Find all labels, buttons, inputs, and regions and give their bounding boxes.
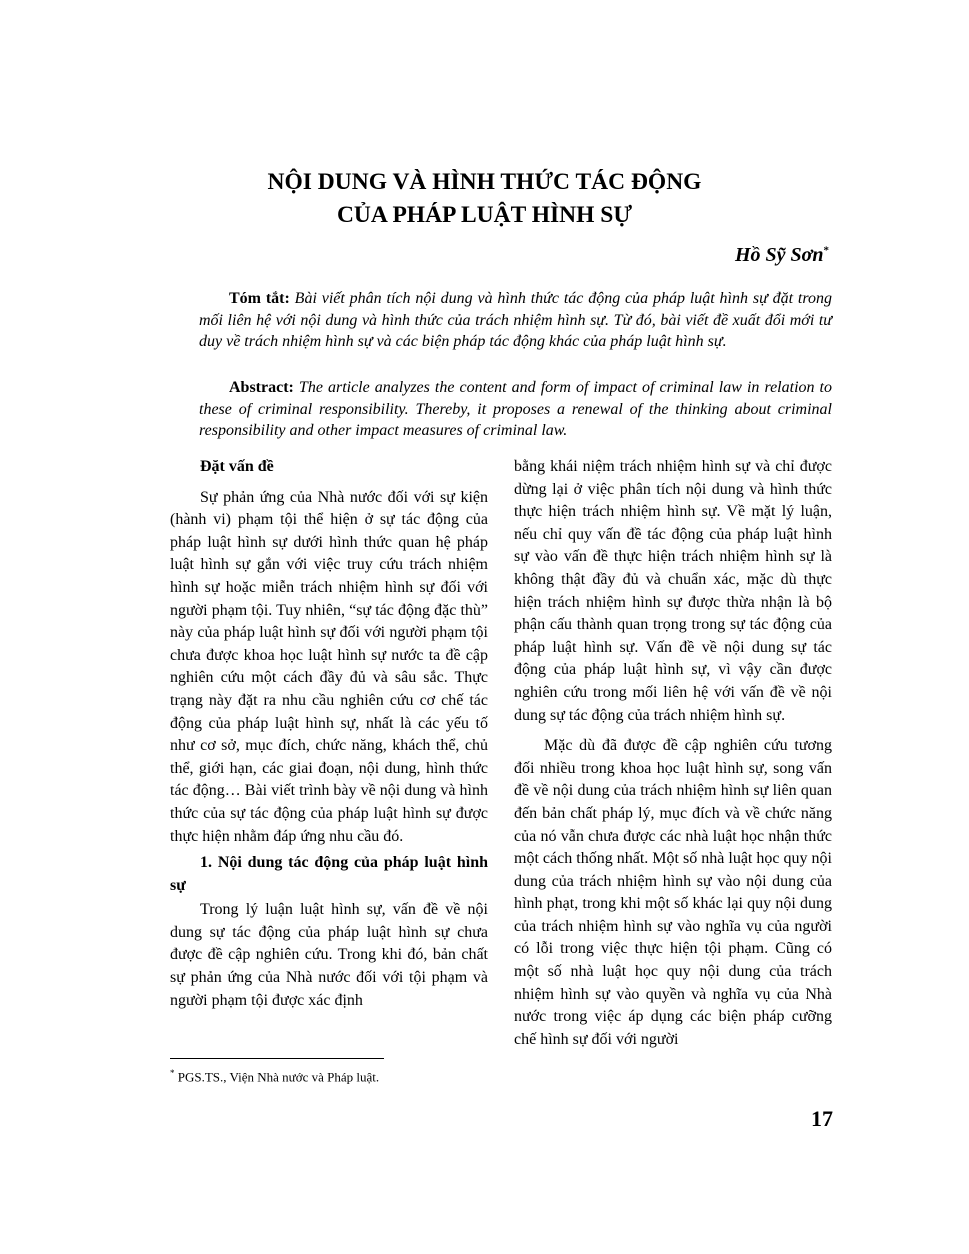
- intro-heading: Đặt vấn đề: [200, 458, 274, 475]
- article-title: [0, 166, 969, 232]
- footnote-text: PGS.TS., Viện Nhà nước và Pháp luật.: [174, 1069, 380, 1085]
- right-column: [514, 456, 832, 1051]
- summary-vi-text: Bài viết phân tích nội dung và hình thức tác động của pháp luật hình sự đặt trong mối liên hệ với nội dung và hình thức của trách nhiệm hình sự. Từ đó, bài viết đề xuất đổi mới tư duy về trách nhiệm hình sự và các biện pháp tác động khác của pháp luật hình sự.: [199, 290, 833, 350]
- title-line-1: NỘI DUNG VÀ HÌNH THỨC TÁC ĐỘNG: [267, 169, 702, 195]
- left-column: [170, 456, 488, 1012]
- abstract-english: [199, 377, 832, 442]
- section-1-heading: 1. Nội dung tác động của pháp luật hình sự: [170, 854, 488, 894]
- paragraph-2: Mặc dù đã được đề cập nghiên cứu tương đối nhiều trong khoa học luật hình sự, song vấn đề về nội dung của trách nhiệm hình sự liên quan đến bản chất pháp lý, mục đích và về chức năng của nó vẫn chưa được các nhà luật học nhận thức một cách thống nhất. Một số nhà luật học quy nội dung của trách nhiệm hình sự vào nội dung của hình phạt, trong khi một số khác lại quy nội dung của trách nhiệm hình sự vào nghĩa vụ của người có lỗi trong việc thực hiện tội phạm. Cũng có một số nhà luật học quy nội dung của trách nhiệm hình sự vào quyền và nghĩa vụ của Nhà nước trong việc áp dụng các biện pháp cưỡng chế hình sự đối với người: [514, 737, 832, 1048]
- author-footnote-mark: *: [823, 244, 829, 257]
- author-name: Hồ Sỹ Sơn: [734, 244, 824, 266]
- page-number: 17: [811, 1106, 833, 1131]
- footnote-divider: [170, 1058, 384, 1059]
- author-byline: [735, 244, 829, 267]
- title-line-2: CỦA PHÁP LUẬT HÌNH SỰ: [336, 202, 633, 228]
- summary-vietnamese: [199, 288, 832, 353]
- summary-vi-label: Tóm tắt:: [229, 290, 290, 307]
- section-1-paragraph: Trong lý luận luật hình sự, vấn đề về nội dung sự tác động của pháp luật hình sự chưa được đề cập nghiên cứu. Trong khi đó, bản chất sự phản ứng của Nhà nước đối với tội phạm và người phạm tội được xác định: [170, 901, 488, 1009]
- abstract-text: The article analyzes the content and form of impact of criminal law in relation to these of criminal responsibility. Thereby, it proposes a renewal of the thinking about criminal responsibility and other impact measures of criminal law.: [199, 379, 833, 439]
- intro-paragraph: Sự phản ứng của Nhà nước đối với sự kiện (hành vi) phạm tội thể hiện ở sự tác động của pháp luật hình sự dưới hình thức quan hệ pháp luật hình sự gắn với việc truy cứu trách nhiệm hình sự hoặc miễn trách nhiệm hình sự đối với người phạm tội. Tuy nhiên, “sự tác động đặc thù” này của pháp luật hình sự đối với người phạm tội chưa được khoa học luật hình sự nước ta đề cập nghiên cứu một cách đầy đủ và sâu sắc. Thực trạng này đặt ra nhu cầu nghiên cứu cơ chế tác động của pháp luật hình sự, nhất là các yếu tố như cơ sở, mục đích, chức năng, khách thể, chủ thể, giới hạn, các giai đoạn, nội dung, hình thức tác động… Bài viết trình bày về nội dung và hình thức của sự tác động của pháp luật hình sự được thực hiện nhằm đáp ứng nhu cầu đó.: [170, 488, 488, 845]
- footnote-mark: *: [170, 1068, 175, 1078]
- abstract-label: Abstract:: [229, 379, 294, 396]
- footnote: [170, 1068, 379, 1085]
- continued-paragraph: bằng khái niệm trách nhiệm hình sự và chỉ được dừng lại ở việc phân tích nội dung và hình thức thực hiện trách nhiệm hình sự. Về mặt lý luận, nếu chỉ quy vấn đề tác động của pháp luật hình sự vào vấn đề thực hiện trách nhiệm hình sự là không thật đầy đủ và chuẩn xác, mặc dù thực hiện trách nhiệm hình sự được thừa nhận là bộ phận cấu thành quan trọng trong sự tác động của pháp luật hình sự. Vấn đề về nội dung sự tác động của pháp luật hình sự, vì vậy cần được nghiên cứu trong mối liên hệ với vấn đề về nội dung sự tác động của trách nhiệm hình sự.: [514, 458, 832, 724]
